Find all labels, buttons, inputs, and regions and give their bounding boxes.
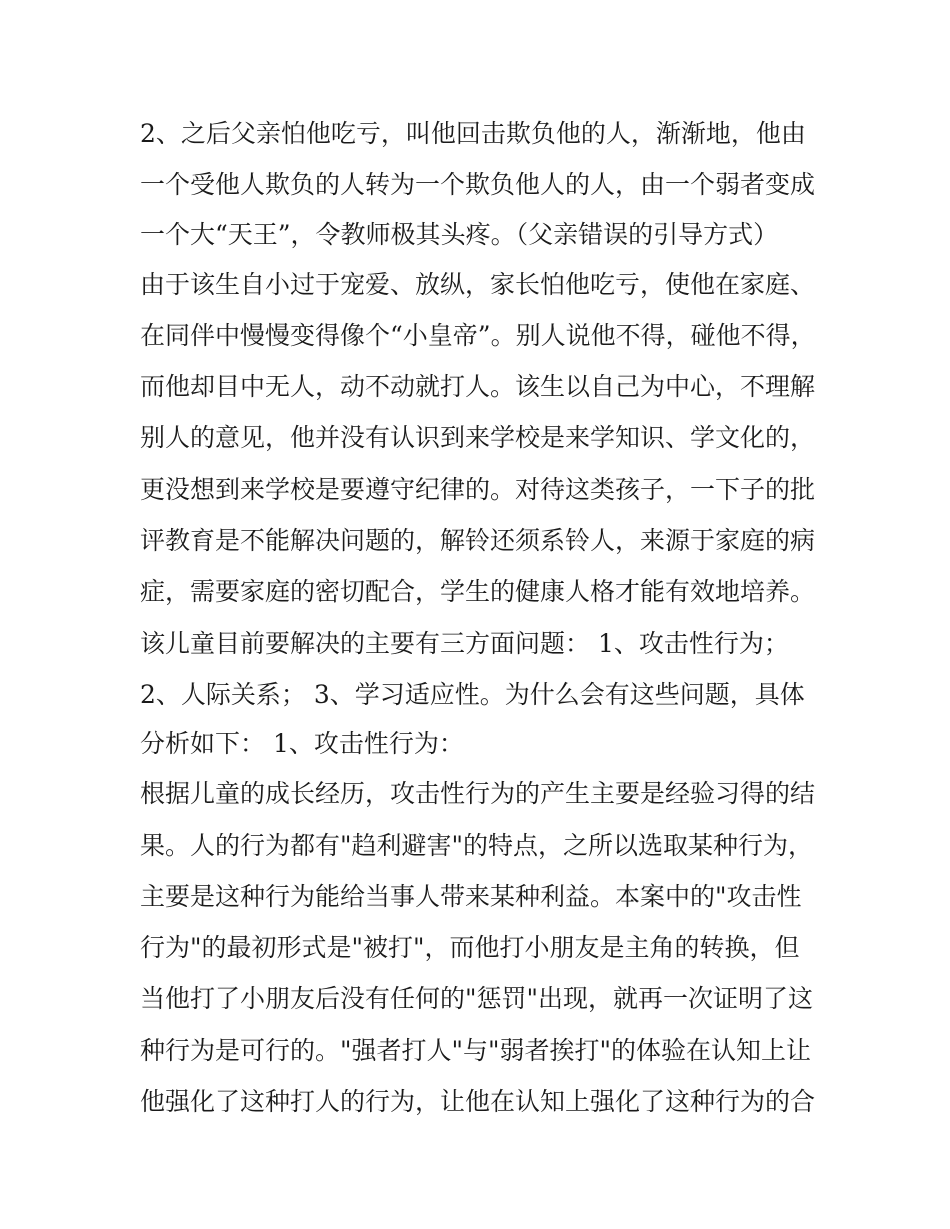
text-line-18: 当他打了小朋友后没有任何的"惩罚"出现，就再一次证明了这 [140, 984, 814, 1014]
text-line-10: 症，需要家庭的密切配合，学生的健康人格才能有效地培养。 [140, 577, 816, 607]
text-line-6: 而他却目中无人，动不动就打人。该生以自己为中心，不理解 [140, 372, 816, 402]
text-line-5: 在同伴中慢慢变得像个“小皇帝”。别人说他不得，碰他不得， [140, 320, 816, 350]
text-line-14: 根据儿童的成长经历，攻击性行为的产生主要是经验习得的结 [140, 779, 816, 809]
text-line-12: 2、人际关系； 3、学习适应性。为什么会有这些问题，具体 [140, 679, 805, 709]
text-line-17: 行为"的最初形式是"被打"，而他打小朋友是主角的转换，但 [140, 933, 800, 963]
text-line-4: 由于该生自小过于宠爱、放纵，家长怕他吃亏，使他在家庭、 [140, 269, 816, 299]
text-line-11: 该儿童目前要解决的主要有三方面问题： 1、攻击性行为； [140, 628, 789, 658]
text-line-3: 一个大“天王”，令教师极其头疼。（父亲错误的引导方式） [140, 219, 779, 249]
text-line-2: 一个受他人欺负的人转为一个欺负他人的人，由一个弱者变成 [140, 170, 816, 200]
text-line-19: 种行为是可行的。"强者打人"与"弱者挨打"的体验在认知上让 [140, 1035, 811, 1065]
text-line-20: 他强化了这种打人的行为，让他在认知上强化了这种行为的合 [140, 1087, 816, 1117]
text-line-8: 更没想到来学校是要遵守纪律的。对待这类孩子，一下子的批 [140, 474, 816, 504]
text-line-13: 分析如下： 1、攻击性行为： [140, 729, 464, 759]
text-line-9: 评教育是不能解决问题的，解铃还须系铃人，来源于家庭的病 [140, 526, 816, 556]
text-line-16: 主要是这种行为能给当事人带来某种利益。本案中的"攻击性 [140, 881, 802, 911]
body-text [140, 108, 830, 1127]
text-line-7: 别人的意见，他并没有认识到来学校是来学知识、学文化的， [140, 423, 816, 453]
text-line-1: 2、之后父亲怕他吃亏，叫他回击欺负他的人，渐渐地，他由 [140, 119, 806, 148]
text-line-15: 果。人的行为都有"趋利避害"的特点，之所以选取某种行为， [140, 830, 814, 860]
